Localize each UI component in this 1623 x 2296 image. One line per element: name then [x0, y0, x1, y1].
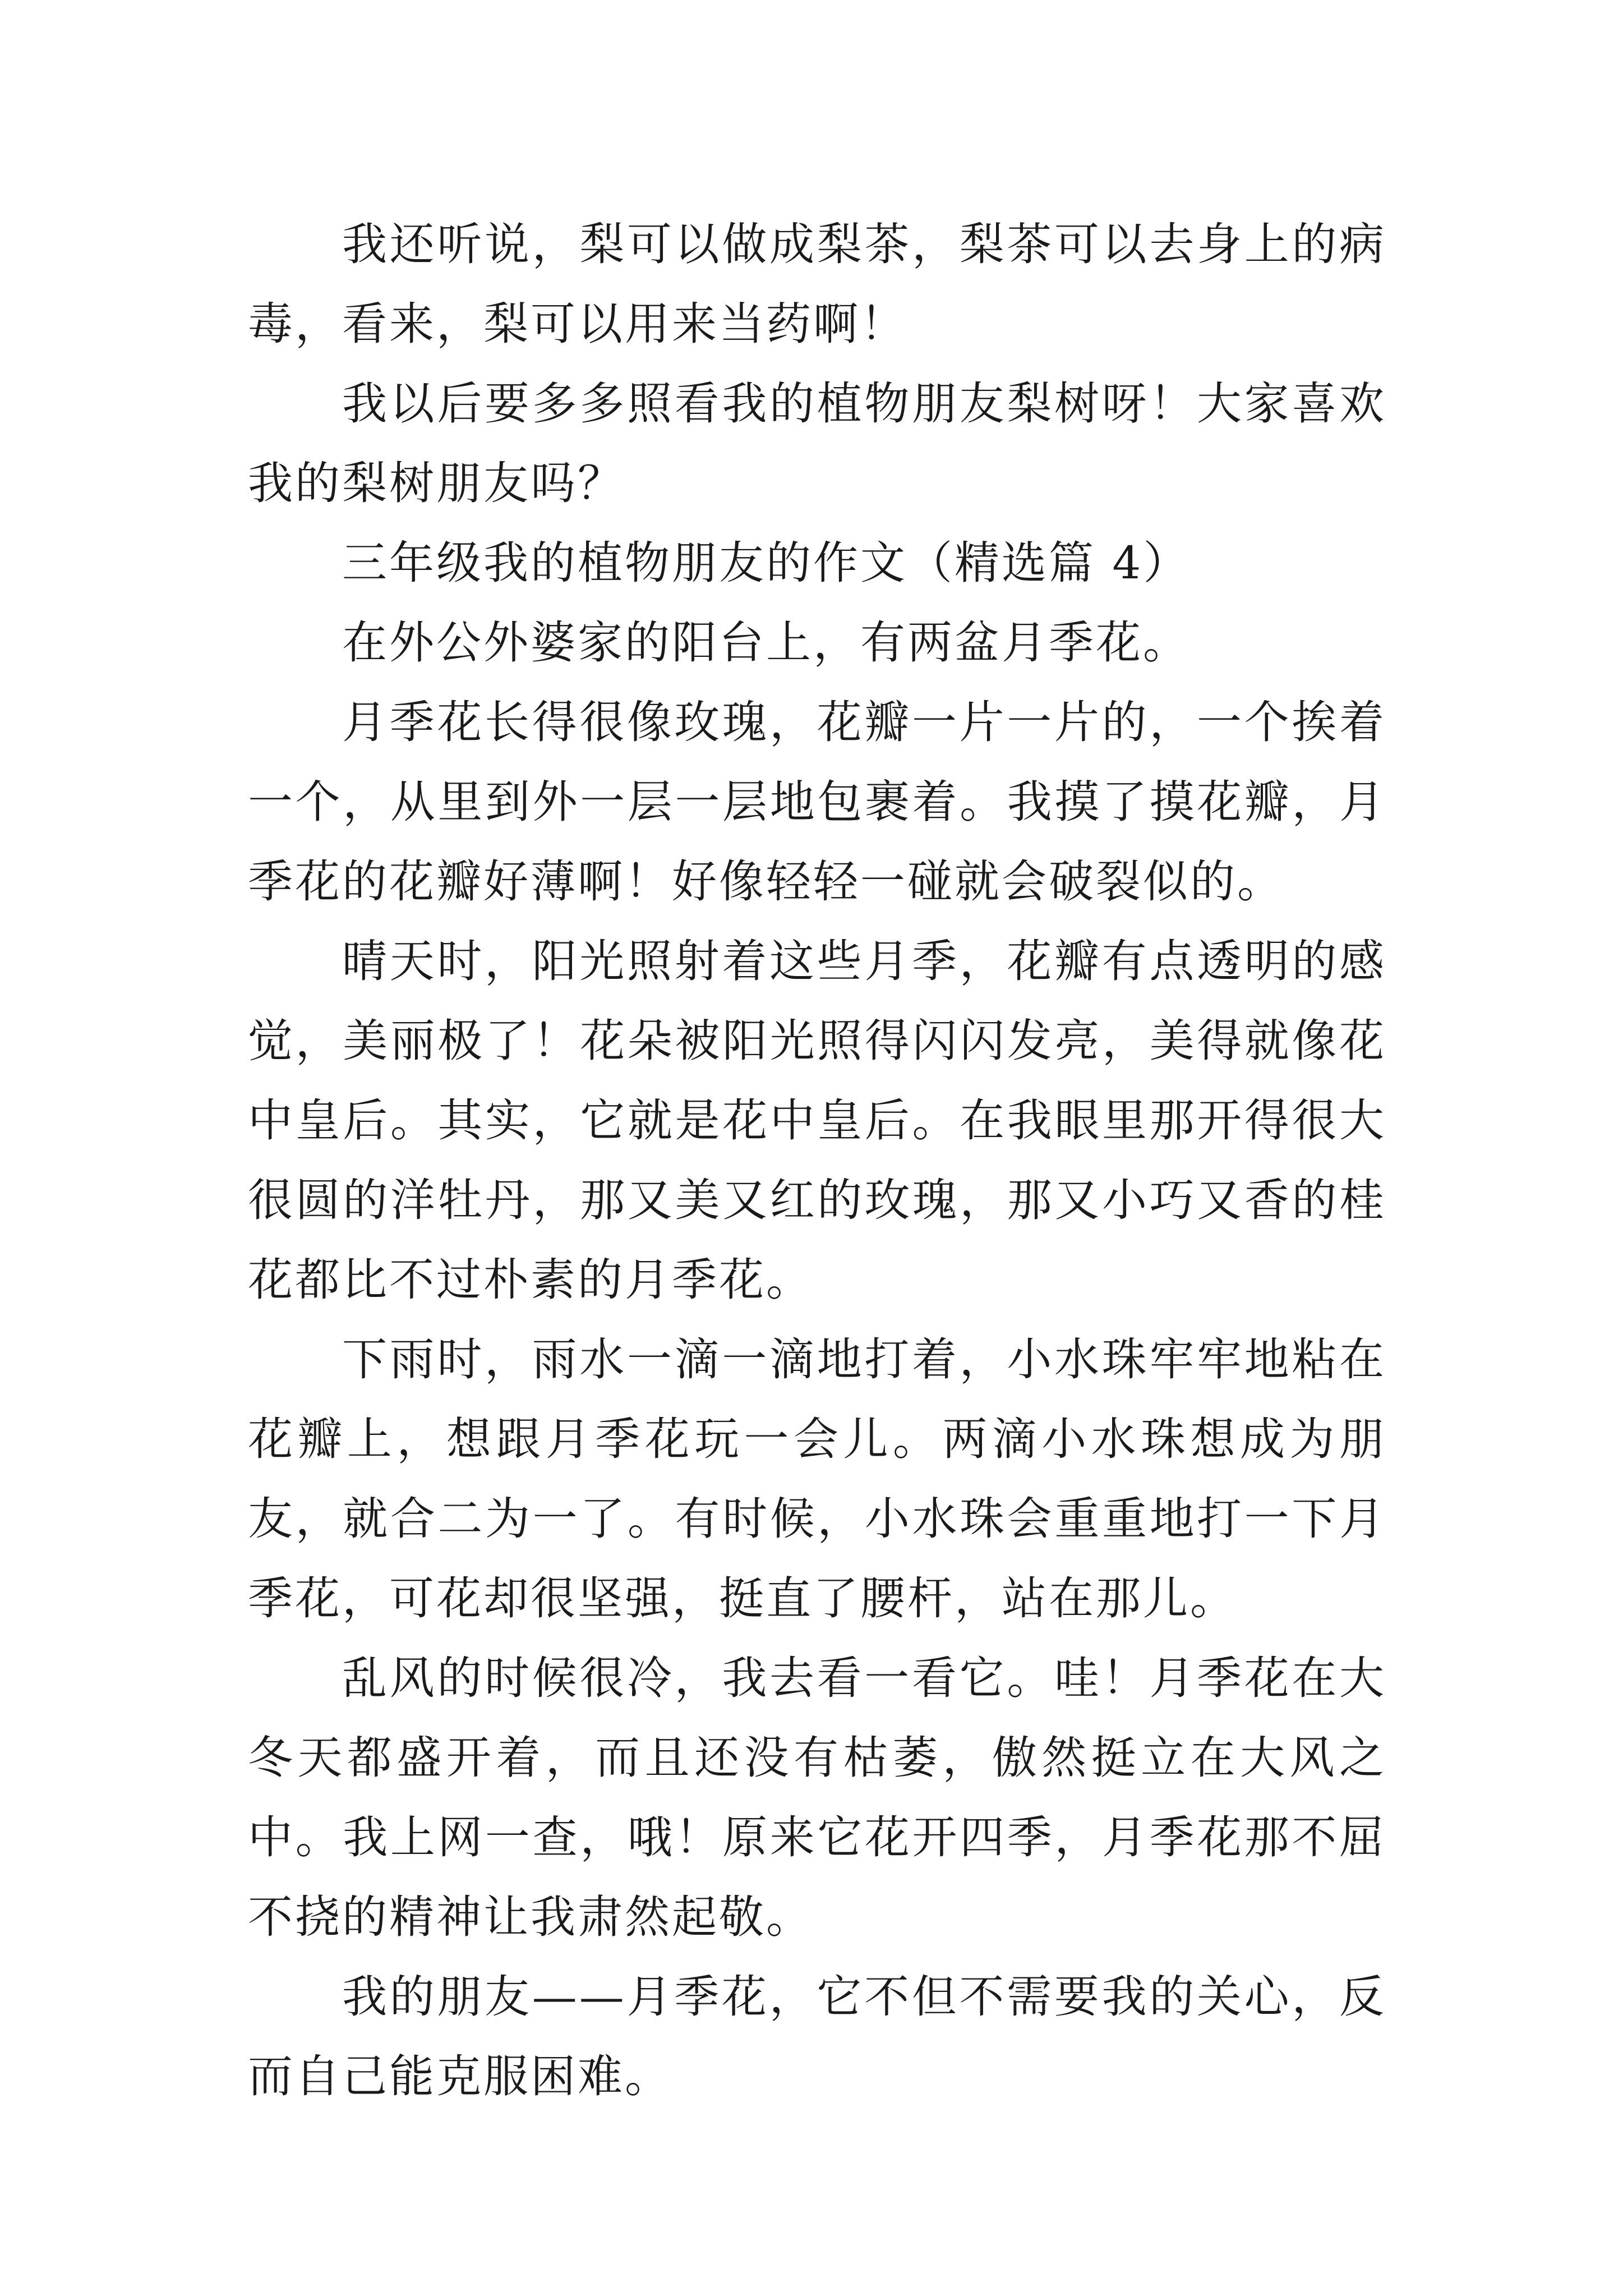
paragraph: 我还听说，梨可以做成梨茶，梨茶可以去身上的病毒，看来，梨可以用来当药啊！: [248, 218, 1386, 350]
section-heading: 三年级我的植物朋友的作文（精选篇 4）: [342, 537, 1191, 589]
paragraph: 在外公外婆家的阳台上，有两盆月季花。: [342, 616, 1190, 669]
paragraph: 我以后要多多照看我的植物朋友梨树呀！大家喜欢我的梨树朋友吗？: [248, 378, 1386, 509]
paragraph: 乱风的时候很冷，我去看一看它。哇！月季花在大冬天都盛开着，而且还没有枯萎，傲然挺立在大风之中。我上网一查，哦！原来它花开四季，月季花那不屈不挠的精神让我肃然起敬。: [248, 1652, 1386, 1943]
paragraph: 我的朋友——月季花，它不但不需要我的关心，反而自己能克服困难。: [248, 1971, 1386, 2102]
paragraph: 晴天时，阳光照射着这些月季，花瓣有点透明的感觉，美丽极了！花朵被阳光照得闪闪发亮，美得就像花中皇后。其实，它就是花中皇后。在我眼里那开得很大很圆的洋牡丹，那又美又红的玫瑰，那又小巧又香的桂花都比不过朴素的月季花。: [248, 935, 1386, 1306]
paragraph: 下雨时，雨水一滴一滴地打着，小水珠牢牢地粘在花瓣上，想跟月季花玩一会儿。两滴小水珠想成为朋友，就合二为一了。有时候，小水珠会重重地打一下月季花，可花却很坚强，挺直了腰杆，站在那儿。: [248, 1333, 1386, 1625]
paragraph: 月季花长得很像玫瑰，花瓣一片一片的，一个挨着一个，从里到外一层一层地包裹着。我摸了摸花瓣，月季花的花瓣好薄啊！好像轻轻一碰就会破裂似的。: [248, 696, 1386, 908]
essay-body: [248, 205, 1386, 2116]
